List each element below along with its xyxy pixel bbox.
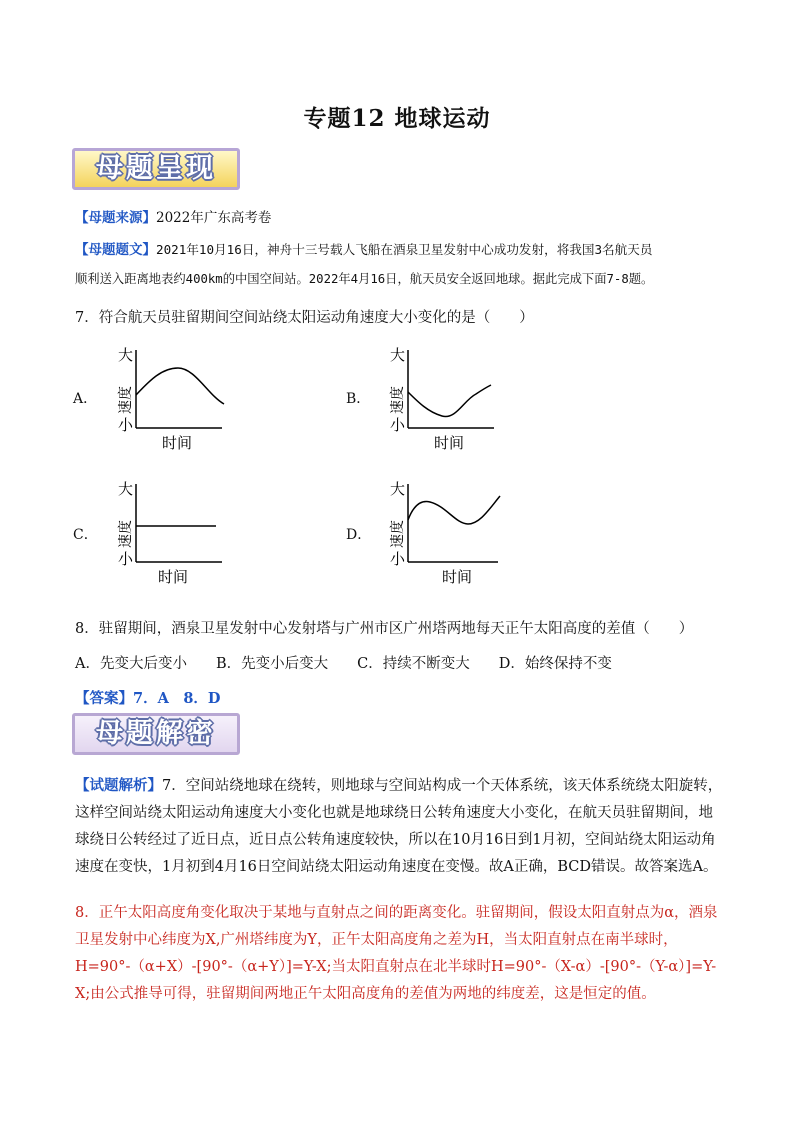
y-max-label: 大 [390, 480, 406, 498]
analysis-7 [75, 772, 725, 881]
question-8-options: A．先变大后变小 B．先变小后变大 C．持续不断变大 D．始终保持不变 [75, 656, 612, 672]
y-axis-label: 速度 [390, 386, 406, 414]
stem-line-2: 顺利送入距离地表约400km的中国空间站。2022年4月16日，航天员安全返回地球。据此完成下面7-8题。 [75, 272, 654, 286]
source-text: 2022年广东高考卷 [156, 210, 272, 226]
option-a-label: A． [73, 391, 98, 407]
analysis-8-text: 8．正午太阳高度角变化取决于某地与直射点之间的距离变化。驻留期间，假设太阳直射点为α，酒泉卫星发射中心纬度为X,广州塔纬度为Y，正午太阳高度角之差为H，当太阳直射点在南半球时，H=90°-（α+X）-[90°-（α+Y）]=Y-X;当太阳直射点在北半球时H=90°-（X-α）-[90°-（Y-α）]=Y-X;由公式推导可得，驻留期间两地正午太阳高度角的差值为两地的纬度差，这是恒定的值。 [75, 905, 718, 1002]
y-min-label: 小 [118, 416, 134, 434]
stem-text-1: 2021年10月16日，神舟十三号载人飞船在酒泉卫星发射中心成功发射，将我国3名航天员 [156, 242, 653, 257]
question-7: 7．符合航天员驻留期间空间站绕太阳运动角速度大小变化的是（ ） [75, 310, 534, 326]
analysis-label: 【试题解析】 [75, 777, 162, 794]
graph-c [100, 474, 230, 589]
y-axis-label: 速度 [118, 386, 134, 414]
answer-label: 【答案】 [75, 690, 133, 707]
banner-label: 母题解密 [96, 718, 216, 749]
banner-label: 母题呈现 [96, 153, 216, 184]
answer-text: 7．A 8．D [133, 690, 221, 707]
stem-line-1 [75, 238, 725, 258]
option-b-label: B． [346, 391, 371, 407]
option-c-label: C． [73, 527, 98, 543]
source-line [75, 206, 725, 226]
graph-b [372, 340, 502, 455]
banner-mother-question [72, 148, 240, 190]
graph-d [372, 474, 507, 589]
x-axis-label: 时间 [434, 434, 465, 452]
analysis-8 [75, 900, 725, 1008]
answer-line [75, 687, 221, 708]
y-min-label: 小 [118, 550, 134, 568]
x-axis-label: 时间 [162, 434, 193, 452]
question-8: 8．驻留期间，酒泉卫星发射中心发射塔与广州市区广州塔两地每天正午太阳高度的差值（ ） [75, 621, 694, 637]
banner-mother-analysis [72, 713, 240, 755]
y-max-label: 大 [390, 346, 406, 364]
x-axis-label: 时间 [442, 568, 473, 586]
x-axis-label: 时间 [158, 568, 189, 586]
graph-a [100, 340, 230, 455]
y-min-label: 小 [390, 416, 406, 434]
curve-d [408, 496, 500, 524]
page-title: 专题12 地球运动 [303, 105, 491, 132]
option-d-label: D． [346, 527, 372, 543]
y-min-label: 小 [390, 550, 406, 568]
y-axis-label: 速度 [118, 520, 134, 548]
source-label: 【母题来源】 [75, 210, 156, 226]
y-max-label: 大 [118, 480, 134, 498]
y-max-label: 大 [118, 346, 134, 364]
curve-b [408, 385, 491, 417]
curve-a [136, 368, 224, 404]
stem-label: 【母题题文】 [75, 242, 156, 258]
y-axis-label: 速度 [390, 520, 406, 548]
analysis-7-text: 7．空间站绕地球在绕转，则地球与空间站构成一个天体系统，该天体系统绕太阳旋转，这样空间站绕太阳运动角速度大小变化也就是地球绕日公转角速度大小变化，在航天员驻留期间，地球绕日公转经过了近日点，近日点公转角速度较快，所以在10月16日到1月初，空间站绕太阳运动角速度在变快，1月初到4月16日空间站绕太阳运动角速度在变慢。故A正确，BCD错误。故答案选A。 [75, 778, 723, 875]
